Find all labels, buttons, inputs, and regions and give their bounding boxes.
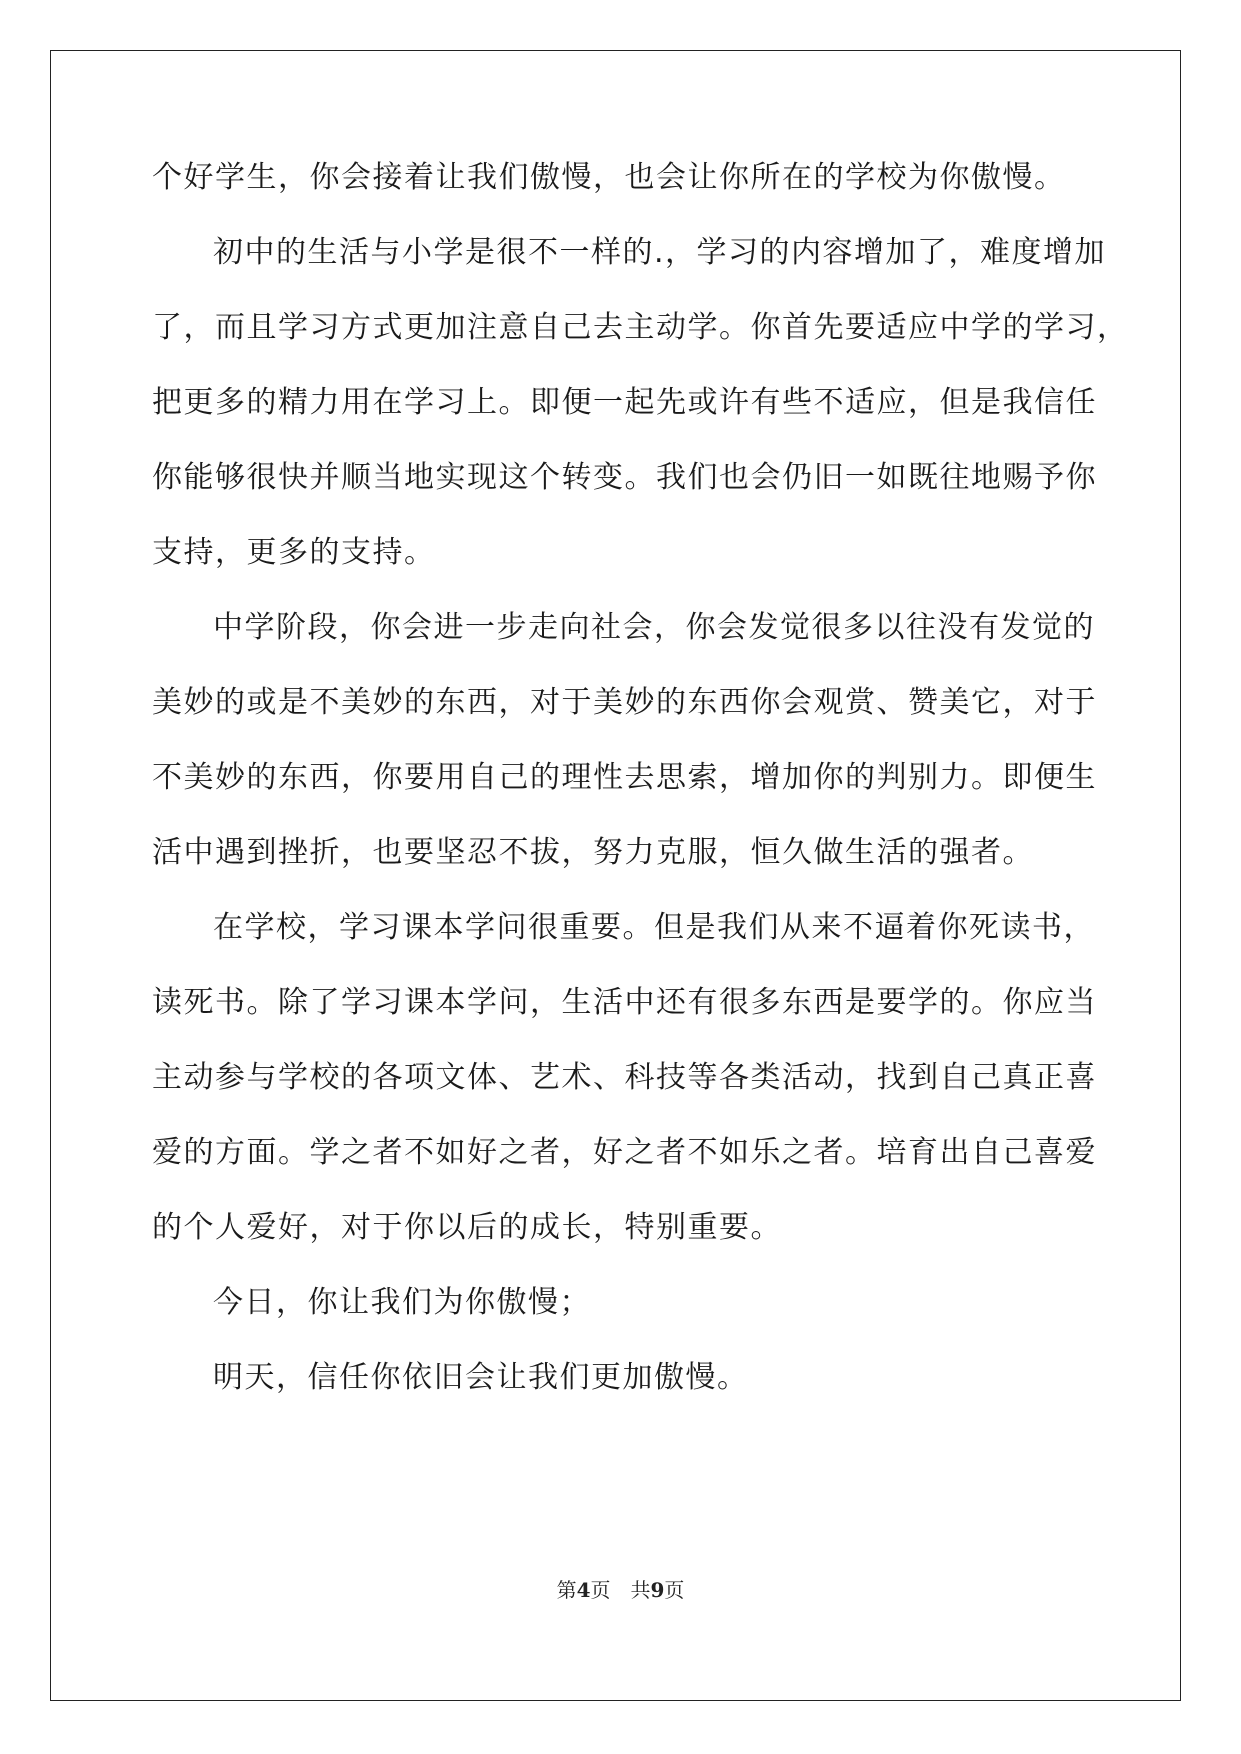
paragraph-start-line: 今日，你让我们为你傲慢； — [213, 1285, 591, 1320]
footer-middle: 页 共 — [590, 1578, 651, 1602]
text-line: 了，而且学习方式更加注意自己去主动学。你首先要适应中学的学习， — [152, 310, 1129, 345]
text-line: 美妙的或是不美妙的东西，对于美妙的东西你会观赏、赞美它，对于 — [152, 685, 1097, 720]
paragraph-start-line: 明天，信任你依旧会让我们更加傲慢。 — [213, 1360, 749, 1395]
paragraph-start-line: 初中的生活与小学是很不一样的.，学习的内容增加了，难度增加 — [213, 235, 1107, 270]
footer-prefix: 第 — [556, 1578, 577, 1602]
text-line: 主动参与学校的各项文体、艺术、科技等各类活动，找到自己真正喜 — [152, 1060, 1097, 1095]
footer-suffix: 页 — [664, 1578, 685, 1602]
page-border — [50, 50, 1181, 1701]
text-line: 把更多的精力用在学习上。即便一起先或许有些不适应，但是我信任 — [152, 385, 1097, 420]
current-page-number: 4 — [576, 1578, 591, 1602]
text-line: 爱的方面。学之者不如好之者，好之者不如乐之者。培育出自己喜爱 — [152, 1135, 1097, 1170]
page-footer — [0, 1576, 1241, 1604]
text-line: 你能够很快并顺当地实现这个转变。我们也会仍旧一如既往地赐予你 — [152, 460, 1097, 495]
total-page-number: 9 — [650, 1578, 665, 1602]
text-line: 不美妙的东西，你要用自己的理性去思索，增加你的判别力。即便生 — [152, 760, 1097, 795]
text-line: 个好学生，你会接着让我们傲慢，也会让你所在的学校为你傲慢。 — [152, 160, 1066, 195]
text-line: 的个人爱好，对于你以后的成长，特别重要。 — [152, 1210, 782, 1245]
text-line: 读死书。除了学习课本学问，生活中还有很多东西是要学的。你应当 — [152, 985, 1097, 1020]
paragraph-start-line: 在学校，学习课本学问很重要。但是我们从来不逼着你死读书， — [213, 910, 1095, 945]
paragraph-start-line: 中学阶段，你会进一步走向社会，你会发觉很多以往没有发觉的 — [213, 610, 1095, 645]
text-line: 活中遇到挫折，也要坚忍不拔，努力克服，恒久做生活的强者。 — [152, 835, 1034, 870]
text-line: 支持，更多的支持。 — [152, 535, 436, 570]
